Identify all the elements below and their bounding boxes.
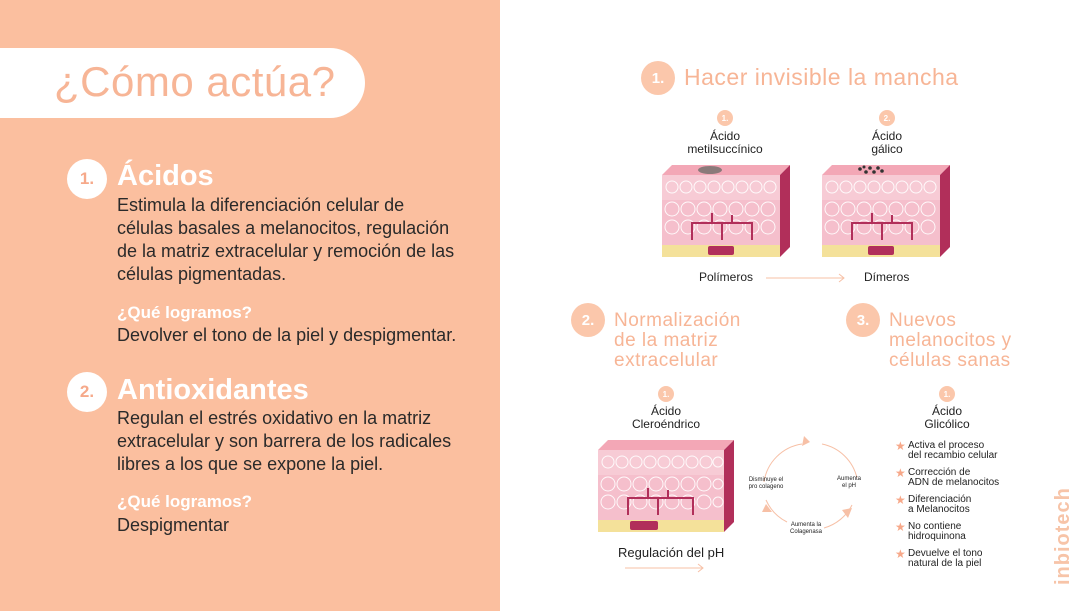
benefit-item (895, 441, 998, 461)
star-icon: ★ (895, 439, 906, 453)
section-2-body-line: libres a los que se expone la piel. (117, 454, 384, 474)
benefit-line: Corrección de (908, 467, 971, 478)
benefit-line: a Melanocitos (908, 504, 970, 515)
step-1-from-label: Polímeros (699, 270, 754, 284)
cycle-line: el pH (841, 483, 856, 489)
step-1-number: 1. (641, 61, 675, 95)
title-line: extracelular (614, 350, 719, 371)
cycle-line: Disminuye el (748, 477, 784, 483)
brand-logo: inbiotech (1052, 487, 1074, 585)
benefit-line: Activa el proceso (908, 440, 985, 451)
title-line: de la matriz (614, 330, 719, 351)
section-1-answer: Devolver el tono de la piel y despigmentar. (117, 325, 457, 345)
star-icon: ★ (895, 493, 906, 507)
star-icon: ★ (895, 466, 906, 480)
benefit-line: hidroquinona (908, 531, 966, 542)
skin-layer-illustration (598, 440, 734, 535)
section-2-answer: Despigmentar (117, 515, 230, 535)
benefit-line: Devuelve el tono (908, 548, 983, 559)
title-line: Normalización (614, 310, 741, 331)
step-3-title (889, 311, 1012, 371)
section-1-question: ¿Qué logramos? (117, 303, 253, 322)
cycle-line: Colagenasa (789, 529, 823, 535)
star-icon: ★ (895, 547, 906, 561)
page-title: ¿Cómo actúa? (54, 58, 336, 105)
skin-layer-illustration (822, 165, 950, 260)
cycle-line: pro colageno (748, 484, 784, 490)
step-1-item-2-label (822, 130, 952, 156)
cycle-line: Aumenta la (790, 522, 822, 528)
step-1-item-1-number: 1. (717, 110, 733, 126)
benefit-item (895, 468, 999, 488)
section-1-body-line: de la matriz extracelular y remoción de las (117, 241, 455, 261)
skin-layer-illustration (662, 165, 790, 260)
title-pill (0, 48, 365, 118)
step-1-to-label: Dímeros (864, 270, 910, 284)
arrow-right-icon (625, 563, 707, 573)
benefit-line: natural de la piel (908, 558, 982, 569)
step-1-item-2-number: 2. (879, 110, 895, 126)
step-2-item-number: 1. (658, 386, 674, 402)
arrow-right-icon (766, 273, 848, 283)
step-2-number: 2. (571, 303, 605, 337)
label-line: Cleroéndrico (631, 417, 701, 431)
section-2-question: ¿Qué logramos? (117, 492, 253, 511)
label-line: gálico (871, 142, 903, 156)
section-1-body-line: células basales a melanocitos, regulación (117, 218, 450, 238)
section-1-body-line: células pigmentadas. (117, 264, 287, 284)
benefit-line: No contiene (908, 521, 962, 532)
label-line: Ácido (650, 404, 682, 418)
step-1-item-1-label (660, 130, 790, 156)
title-line: células sanas (889, 350, 1011, 371)
label-line: Ácido (871, 129, 903, 143)
cycle-right-label (823, 476, 875, 490)
label-line: metilsuccínico (687, 142, 763, 156)
benefit-item (895, 495, 971, 515)
section-1-number: 1. (67, 159, 107, 199)
star-icon: ★ (895, 520, 906, 534)
section-2-body-line: Regulan el estrés oxidativo en la matriz (117, 408, 432, 428)
benefit-line: del recambio celular (908, 450, 998, 461)
cycle-bottom-label (780, 522, 832, 536)
step-2-item-label (601, 405, 731, 431)
benefit-item (895, 522, 966, 542)
step-3-item-number: 1. (939, 386, 955, 402)
step-3-item-label (882, 405, 1012, 431)
label-line: Ácido (931, 404, 963, 418)
section-2-body-line: extracelular y son barrera de los radicales (117, 431, 452, 451)
section-2-body (117, 407, 487, 476)
title-line: Nuevos (889, 310, 957, 331)
label-line: Ácido (709, 129, 741, 143)
step-3-number: 3. (846, 303, 880, 337)
section-1-title: Ácidos (117, 160, 214, 192)
title-line: melanocitos y (889, 330, 1012, 351)
benefit-line: Diferenciación (908, 494, 972, 505)
section-1-body (117, 194, 487, 286)
benefit-line: ADN de melanocitos (908, 477, 1000, 488)
step-1-title: Hacer invisible la mancha (684, 64, 959, 90)
cycle-left-label (740, 477, 792, 491)
label-line: Glicólico (924, 417, 970, 431)
left-panel (0, 0, 500, 611)
cycle-line: Aumenta (836, 476, 861, 482)
step-2-title (614, 311, 741, 371)
step-2-caption: Regulación del pH (618, 545, 725, 560)
section-2-title: Antioxidantes (117, 374, 309, 406)
section-1-body-line: Estimula la diferenciación celular de (117, 195, 405, 215)
section-2-number: 2. (67, 372, 107, 412)
benefit-item (895, 549, 983, 569)
